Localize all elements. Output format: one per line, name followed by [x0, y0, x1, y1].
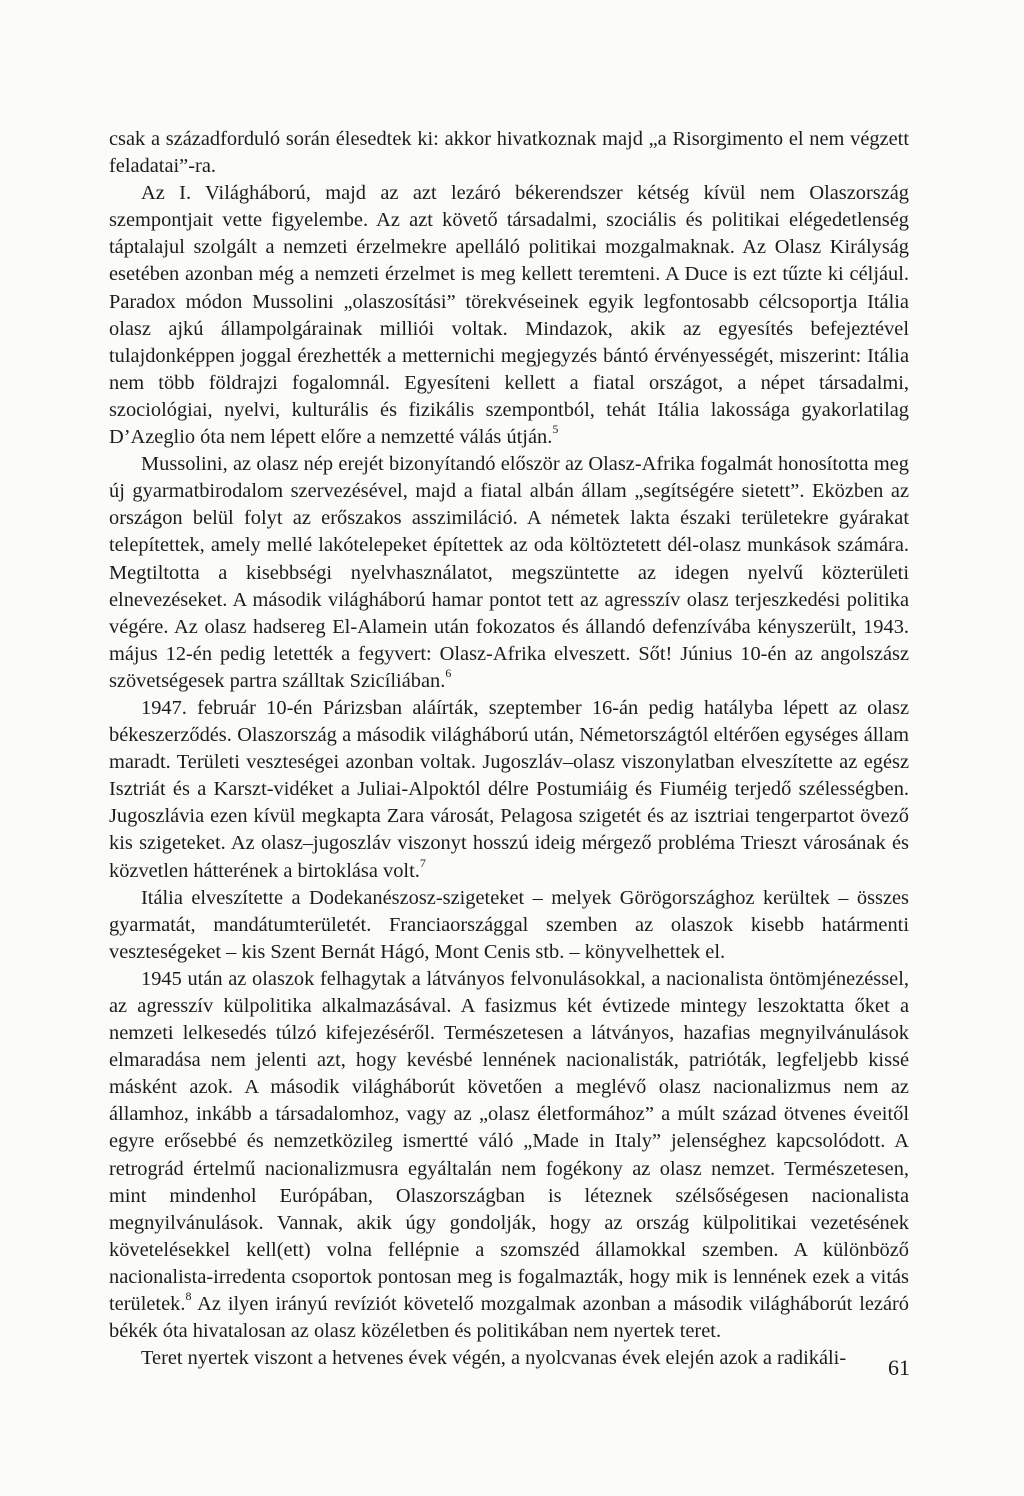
paragraph-6: 1945 után az olaszok felhagytak a látványos felvonulásokkal, a nacionalista öntömjénezéssel, az agresszív külpolitika alkalmazásával. A fasizmus két évtizede mintegy leszoktatta őket a nemzeti lelkesedés túlzó kifejezéséről. Természetesen a látványos, hazafias megnyilvánulások elmaradása nem jelenti azt, hogy kevésbé lennének nacionalisták, patrióták, legfeljebb kissé másként azok. A második világháborút követően a meglévő olasz nacionalizmus nem az államhoz, inkább a társadalomhoz, vagy az „olasz életformához” a múlt század ötvenes éveitől egyre erősebbé és nemzetközileg ismertté váló „Made in Italy” jelenséghez kapcsolódott. A retrográd értelmű nacionalizmusra egyáltalán nem fogékony az olasz nemzet. Természetesen, mint mindenhol Európában, Olaszországban is léteznek szélsőségesen nacionalista megnyilvánulások. Vannak, akik úgy gondolják, hogy az ország külpolitikai vezetésének követelésekkel kell(ett) volna fellépnie a szomszéd államokkal szemben. A különböző nacionalista-irredenta csoportok pontosan meg is fogalmazták, hogy mik is lennének ezek a vitás területek.$^8$ Az ilyen irányú revíziót követelő mozgalmak azonban a második világháborút lezáró békék óta hivatalosan az olasz közéletben és politikában nem nyertek teret.: [109, 967, 909, 1343]
footnote-ref-6[interactable]: 6: [445, 666, 452, 681]
footnote-ref-5[interactable]: 5: [552, 422, 559, 437]
footnote-ref-8[interactable]: 8: [185, 1289, 192, 1304]
paragraph-5: Itália elveszítette a Dodekanészosz-szigeteket – melyek Görögországhoz kerültek – összes gyarmatát, mandátumterületét. Franciaországgal szemben az olaszok kisebb határmenti veszteségeket – kis Szent Bernát Hágó, Mont Cenis stb. – könyvelhettek el.: [109, 886, 909, 963]
paragraph-3: Mussolini, az olasz nép erejét bizonyítandó először az Olasz-Afrika fogalmát honosította meg új gyarmatbirodalom szervezésével, majd a fiatal albán állam „segítségére sietett”. Eközben az országon belül folyt az erőszakos asszimiláció. A németek lakta északi területekre gyárakat telepítettek, amely mellé lakótelepeket építettek az oda költöztetett dél-olasz munkások számára. Megtiltotta a kisebbségi nyelvhasználatot, megszüntette az idegen nyelvű közterületi elnevezéseket. A második világháború hamar pontot tett az agresszív olasz terjeszkedési politika végére. Az olasz hadsereg El-Alamein után fokozatos és állandó defenzívába kényszerült, 1943. május 12-én pedig letették a fegyvert: Olasz-Afrika elveszett. Sőt! Június 10-én az angolszász szövetségesek partra szálltak Szicíliában.$^6$: [109, 453, 909, 692]
page-number: 61: [888, 1355, 910, 1380]
paragraph-2: Az I. Világháború, majd az azt lezáró békerendszer kétség kívül nem Olaszország szempontjait vette figyelembe. Az azt követő társadalmi, szociális és politikai elégedetlenség táptalajul szolgált a nemzeti érzelmekre apelláló politikai mozgalmaknak. Az Olasz Királyság esetében azonban még a nemzeti érzelmet is meg kellett teremteni. A Duce is ezt tűzte ki céljául. Paradox módon Mussolini „olaszosítási” törekvéseinek egyik legfontosabb célcsoportja Itália olasz ajkú állampolgárainak milliói voltak. Mindazok, akik az egyesítés befejeztével tulajdonképpen joggal érezhették a metternichi megjegyzés bántó érvényességét, miszerint: Itália nem több földrajzi fogalomnál. Egyesíteni kellett a fiatal országot, a népet társadalmi, szociológiai, nyelvi, kulturális és fizikális szempontból, tehát Itália lakossága gyakorlatilag D’Azeglio óta nem lépett előre a nemzetté válás útján.$^5$: [109, 182, 909, 449]
paragraph-1: csak a századforduló során élesedtek ki: akkor hivatkoznak majd „a Risorgimento el nem végzett feladatai”-ra.: [109, 128, 909, 178]
paragraph-7: Teret nyertek viszont a hetvenes évek végén, a nyolcvanas évek elején azok a radikáli-: [141, 1347, 847, 1370]
footnote-ref-7[interactable]: 7: [419, 855, 426, 870]
page-body: [109, 126, 909, 1372]
paragraph-4: 1947. február 10-én Párizsban aláírták, szeptember 16-án pedig hatályba lépett az olasz békeszerződés. Olaszország a második világháború után, Németországtól eltérően egységes állam maradt. Területi veszteségei azonban voltak. Jugoszláv–olasz viszonylatban elveszítette az egész Isztriát és a Karszt-vidéket a Juliai-Alpoktól délre Postumiáig és Fiuméig terjedő szélességben. Jugoszlávia ezen kívül megkapta Zara városát, Pelagosa szigetét és az isztriai tengerpartot övező kis szigeteket. Az olasz–jugoszláv viszonyt hosszú ideig mérgező probléma Trieszt városának és közvetlen hátterének a birtoklása volt.$^7$: [109, 696, 909, 882]
